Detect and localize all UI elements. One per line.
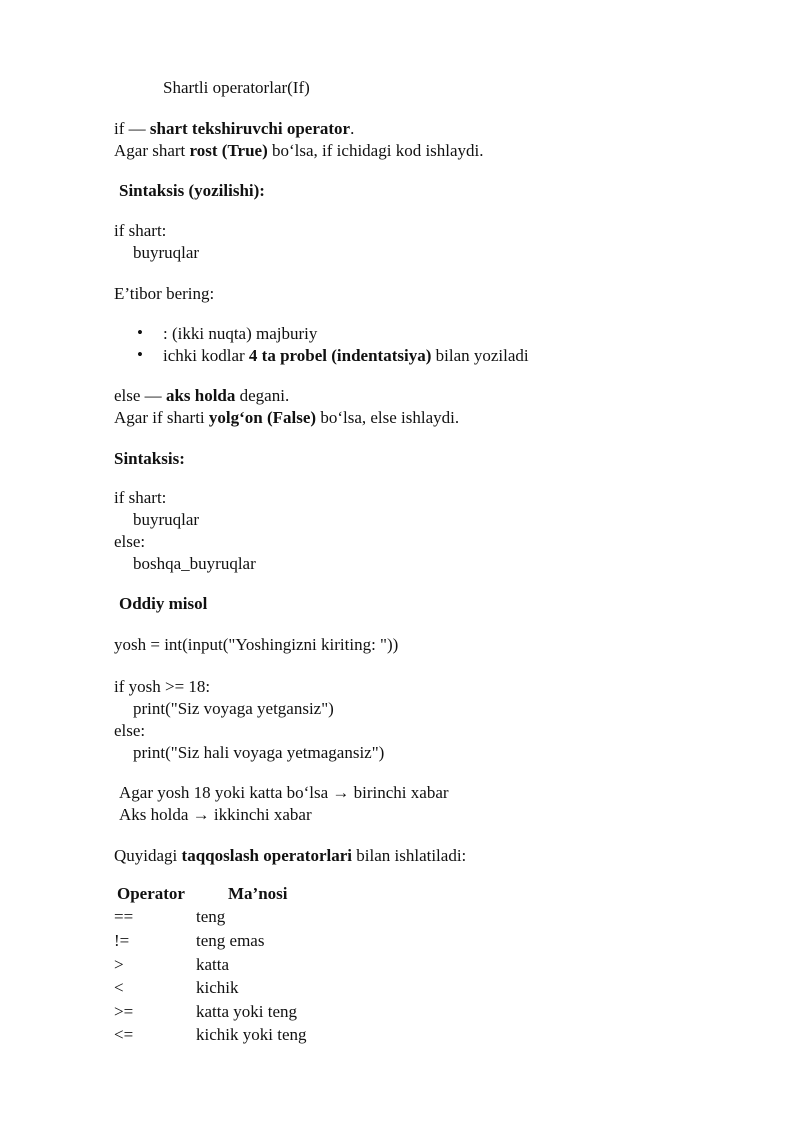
example-code-line: if yosh >= 18: (114, 677, 211, 696)
operators-intro: Quyidagi taqqoslash operatorlari bilan ishlatiladi: (114, 846, 467, 865)
table-cell: <= (114, 1025, 134, 1045)
syntax-heading: Sintaksis (yozilishi): (119, 181, 265, 200)
table-cell: != (114, 930, 130, 950)
syntax2-code-line: else: (114, 532, 146, 551)
attention-note: E’tibor bering: (114, 284, 215, 303)
page-title: Shartli operatorlar(If) (163, 78, 310, 97)
table-row (114, 929, 306, 953)
table-header-cell: Ma’nosi (228, 883, 288, 903)
example-code-line: print("Siz hali voyaga yetmagansiz") (133, 743, 385, 762)
table-row (114, 976, 306, 1000)
table-cell: >= (114, 1001, 134, 1021)
table-cell: katta (196, 954, 230, 974)
example-code-line: yosh = int(input("Yoshingizni kiriting: ")) (114, 635, 399, 654)
operators-table (114, 882, 306, 1047)
table-cell: == (114, 907, 134, 927)
arrow-icon: → (332, 783, 350, 802)
syntax2-code-line: if shart: (114, 488, 167, 507)
list-item: : (ikki nuqta) majburiy (163, 324, 318, 343)
table-row (114, 1000, 306, 1024)
table-header-cell: Operator (117, 883, 185, 903)
table-cell: katta yoki teng (196, 1001, 298, 1021)
explanation-line: Aks holda → ikkinchi xabar (119, 805, 312, 824)
syntax2-code-line: buyruqlar (133, 510, 200, 529)
syntax2-heading: Sintaksis: (114, 449, 185, 468)
example-code-line: print("Siz voyaga yetgansiz") (133, 699, 334, 718)
explanation-line: Agar yosh 18 yoki katta bo‘lsa → birinchi xabar (119, 783, 449, 802)
example-heading: Oddiy misol (119, 594, 208, 613)
syntax-code-line: buyruqlar (133, 243, 200, 262)
bullet-marker: • (137, 345, 143, 364)
table-cell: teng emas (196, 930, 265, 950)
table-cell: teng (196, 907, 226, 927)
else-description: Agar if sharti yolg‘on (False) bo‘lsa, else ishlaydi. (114, 408, 460, 427)
syntax-code-line: if shart: (114, 221, 167, 240)
table-cell: < (114, 978, 124, 998)
table-header-row (114, 882, 306, 906)
table-cell: > (114, 954, 124, 974)
if-definition: if — shart tekshiruvchi operator. (114, 119, 355, 138)
list-item: ichki kodlar 4 ta probel (indentatsiya) bilan yoziladi (163, 346, 529, 365)
syntax2-code-line: boshqa_buyruqlar (133, 554, 256, 573)
bullet-marker: • (137, 323, 143, 342)
example-code-line: else: (114, 721, 146, 740)
table-row (114, 953, 306, 977)
arrow-icon: → (192, 805, 210, 824)
table-row (114, 1024, 306, 1048)
table-cell: kichik yoki teng (196, 1025, 307, 1045)
if-description: Agar shart rost (True) bo‘lsa, if ichidagi kod ishlaydi. (114, 141, 484, 160)
table-row (114, 906, 306, 930)
table-cell: kichik (196, 978, 239, 998)
else-definition: else — aks holda degani. (114, 386, 290, 405)
